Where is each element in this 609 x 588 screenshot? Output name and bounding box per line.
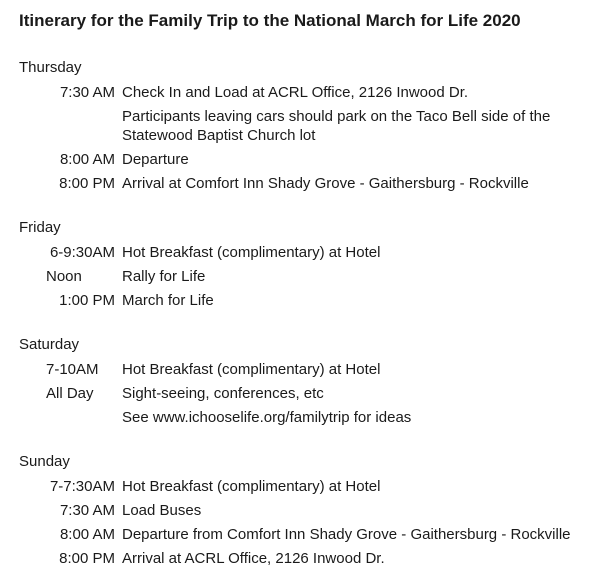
time-label: 1:00 PM	[59, 292, 115, 309]
day-heading-sunday: Sunday	[19, 453, 70, 470]
event-description: Hot Breakfast (complimentary) at Hotel	[122, 361, 381, 378]
time-label: 7:30 AM	[59, 84, 115, 101]
event-description: Departure from Comfort Inn Shady Grove - Gaithersburg - Rockville	[122, 526, 571, 543]
time-label: 8:00 AM	[59, 151, 115, 168]
page-title: Itinerary for the Family Trip to the National March for Life 2020	[19, 11, 521, 30]
day-heading-friday: Friday	[19, 219, 61, 236]
time-label: 7:30 AM	[59, 502, 115, 519]
time-label: 8:00 AM	[59, 526, 115, 543]
event-description: Hot Breakfast (complimentary) at Hotel	[122, 244, 381, 261]
event-description: March for Life	[122, 292, 214, 309]
time-label: 6-9:30AM	[49, 244, 115, 261]
event-description: Departure	[122, 151, 189, 168]
event-description: Participants leaving cars should park on the Taco Bell side of the Statewood Baptist Church lot	[122, 108, 551, 144]
event-description: Arrival at ACRL Office, 2126 Inwood Dr.	[122, 550, 385, 567]
time-label: 8:00 PM	[59, 175, 115, 192]
event-description: Rally for Life	[122, 268, 206, 285]
time-label: 7-10AM	[46, 361, 99, 378]
event-description: See www.ichooselife.org/familytrip for ideas	[122, 409, 412, 426]
event-description: Sight-seeing, conferences, etc	[122, 385, 324, 402]
event-description: Hot Breakfast (complimentary) at Hotel	[122, 478, 381, 495]
day-heading-saturday: Saturday	[19, 336, 80, 353]
event-description: Arrival at Comfort Inn Shady Grove - Gaithersburg - Rockville	[122, 175, 529, 192]
time-label: Noon	[46, 268, 82, 285]
time-label: All Day	[46, 385, 94, 402]
time-label: 8:00 PM	[59, 550, 115, 567]
day-heading-thursday: Thursday	[19, 59, 82, 76]
event-description: Check In and Load at ACRL Office, 2126 Inwood Dr.	[122, 84, 469, 101]
time-label: 7-7:30AM	[49, 478, 115, 495]
event-description: Load Buses	[122, 502, 202, 519]
